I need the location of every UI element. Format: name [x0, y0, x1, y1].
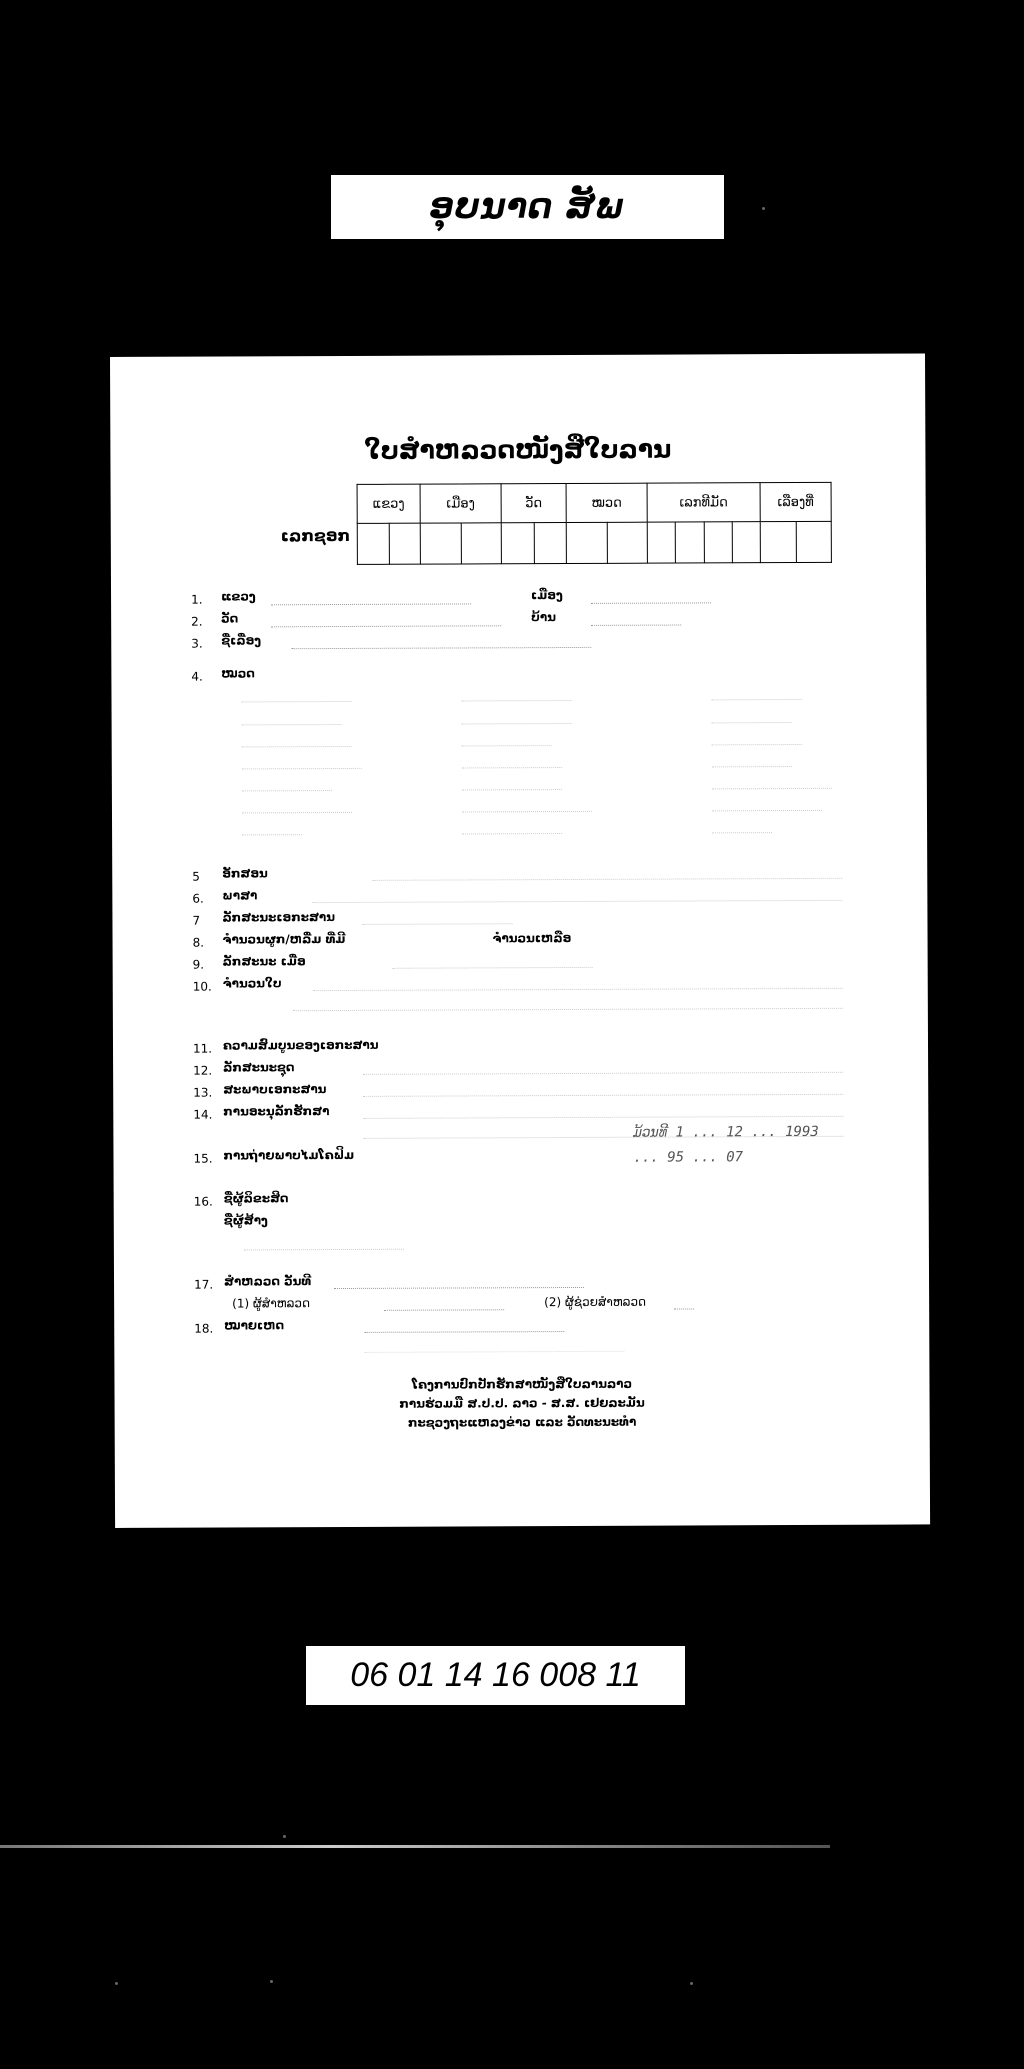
- scan-speck: [115, 1982, 118, 1985]
- field-number: 8.: [192, 935, 205, 950]
- dotted-line: [363, 1072, 843, 1075]
- dotted-line: [313, 988, 843, 991]
- category-option: [462, 811, 592, 813]
- category-option: [462, 789, 562, 790]
- field-label-leaves: ຈຳນວນໃບ: [222, 976, 282, 991]
- dotted-line: [674, 1308, 694, 1309]
- field-label-surveyor: (1) ຜູ້ສຳຫລວດ: [232, 1296, 311, 1311]
- dotted-line: [591, 602, 711, 604]
- field-number: 10.: [192, 979, 212, 994]
- category-option: [462, 723, 572, 724]
- field-number: 16.: [193, 1194, 213, 1209]
- field-number: 7: [192, 913, 201, 928]
- category-option: [712, 744, 802, 745]
- dotted-line: [363, 1116, 843, 1119]
- field-label-remaining: ຈຳນວນເຫລືອ: [492, 930, 572, 946]
- category-option: [712, 722, 792, 723]
- form-title: ໃບສຳຫລວດໜັງສືໃບລານ: [364, 434, 672, 465]
- code-header-story: ເລືອງທີ່: [760, 482, 831, 521]
- field-label-fascicles: ຈຳນວນຜູກ/ຫລື່ມ ທີ່ມີ: [222, 931, 346, 947]
- dotted-line: [363, 1094, 843, 1097]
- dotted-line: [312, 900, 842, 903]
- field-number: 9.: [192, 957, 205, 972]
- footer-project: ໂຄງການປົກປັກຮັກສາໜັງສືໃບລານລາວ: [411, 1376, 633, 1392]
- field-label-creator: ຊື່ຜູ້ສ້າງ: [223, 1213, 268, 1228]
- field-label-district: ເມືອງ: [531, 588, 563, 603]
- field-label-village: ບ້ານ: [531, 610, 556, 625]
- form-fields: [110, 353, 930, 1528]
- field-label-temple: ວັດ: [221, 611, 239, 626]
- dotted-line: [364, 1331, 564, 1333]
- field-label-microfilm: ການຖ່າຍພາບໄມໂຄຟິມ: [223, 1147, 355, 1163]
- dotted-line: [362, 923, 512, 925]
- category-option: [242, 724, 342, 725]
- category-option: [242, 790, 332, 791]
- code-header-temple: ວັດ: [501, 484, 566, 523]
- scan-speck: [270, 1980, 273, 1983]
- category-option: [462, 767, 562, 768]
- code-label: ເລກຊອກ: [280, 525, 351, 546]
- field-number: 6.: [192, 891, 204, 906]
- dotted-line: [372, 878, 842, 881]
- field-label-remarks: ໝາຍເຫດ: [224, 1318, 285, 1333]
- dotted-line: [244, 1249, 404, 1251]
- scan-speck: [283, 1835, 286, 1838]
- dotted-line: [384, 1309, 504, 1311]
- dotted-line: [364, 1351, 624, 1353]
- field-number: 12.: [193, 1063, 213, 1078]
- category-option: [242, 834, 302, 835]
- field-number: 15.: [193, 1151, 213, 1166]
- field-number: 18.: [194, 1321, 214, 1336]
- field-label-category: ໝວດ: [221, 666, 255, 681]
- document-id-label: 06 01 14 16 008 11: [306, 1646, 685, 1705]
- field-number: 17.: [194, 1277, 214, 1292]
- code-header-category: ໝວດ: [566, 483, 647, 522]
- scan-artifact-line: [0, 1845, 830, 1848]
- category-option: [242, 746, 352, 747]
- field-label-feature: ລັກສະນະ ເມື່ອ: [222, 954, 306, 969]
- category-option: [462, 833, 562, 834]
- category-option: [242, 768, 362, 770]
- scan-speck: [690, 1982, 693, 1985]
- footer-ministry: ກະຊວງຖະແຫລງຂ່າວ ແລະ ວັດທະນະທຳ: [407, 1414, 637, 1430]
- dotted-line: [271, 625, 501, 627]
- field-label-script: ອັກສອນ: [222, 866, 268, 881]
- dotted-line: [291, 647, 591, 649]
- field-number: 4.: [191, 669, 203, 684]
- code-header-district: ເມືອງ: [420, 484, 501, 523]
- dotted-line: [293, 1008, 843, 1011]
- handwritten-note: ... 95 ... 07: [633, 1149, 744, 1166]
- code-header-province: ແຂວງ: [357, 484, 420, 523]
- field-label-language: ພາສາ: [222, 888, 258, 903]
- code-header-bundle: ເລກທີມັດ: [647, 483, 760, 522]
- dotted-line: [591, 625, 681, 626]
- form-footer: [114, 1373, 929, 1434]
- field-number: 5: [192, 869, 200, 884]
- field-label-province: ແຂວງ: [221, 589, 256, 604]
- dotted-line: [271, 603, 471, 605]
- field-label-set-type: ລັກສະນະຊຸດ: [223, 1060, 295, 1075]
- category-option: [712, 832, 772, 833]
- category-option: [242, 812, 352, 813]
- category-option: [712, 810, 822, 811]
- field-label-copyright: ຊື່ຜູ້ລິຂະສິດ: [223, 1191, 289, 1206]
- field-number: 3.: [191, 636, 203, 651]
- footer-cooperation: ການຮ່ວມມື ສ.ປ.ປ. ລາວ - ສ.ສ. ເຢຍລະມັນ: [399, 1395, 645, 1411]
- field-label-assistant: (2) ຜູ້ຊ່ວຍສຳຫລວດ: [544, 1294, 647, 1310]
- category-option: [711, 699, 801, 700]
- field-number: 1.: [191, 592, 203, 607]
- field-number: 11.: [192, 1041, 213, 1056]
- field-label-conservation: ການອະນຸລັກຮັກສາ: [223, 1104, 330, 1119]
- dotted-line: [393, 967, 593, 969]
- scan-speck: [762, 207, 765, 210]
- field-label-condition: ສະພາບເອກະສານ: [223, 1082, 327, 1097]
- field-label-completeness: ຄວາມສົມບູນຂອງເອກະສານ: [222, 1037, 379, 1053]
- header-label: ອຸບນາດ ສັພ: [331, 175, 724, 239]
- category-option: [462, 700, 572, 701]
- field-label-doc-type: ລັກສະນະເອກະສານ: [222, 910, 336, 925]
- field-label-title: ຊື່ເລື່ອງ: [221, 633, 262, 648]
- field-label-survey-date: ສຳຫລວດ ວັນທີ: [224, 1274, 312, 1289]
- category-option: [462, 745, 552, 746]
- field-number: 13.: [193, 1085, 213, 1100]
- category-option: [712, 766, 792, 767]
- handwritten-note: ມ້ວນທີ 1 ... 12 ... 1993: [633, 1123, 819, 1141]
- category-option: [712, 788, 832, 790]
- field-number: 2.: [191, 614, 203, 629]
- category-option: [242, 701, 352, 702]
- dotted-line: [334, 1287, 584, 1289]
- survey-form-sheet: [110, 353, 930, 1528]
- field-number: 14.: [193, 1107, 213, 1122]
